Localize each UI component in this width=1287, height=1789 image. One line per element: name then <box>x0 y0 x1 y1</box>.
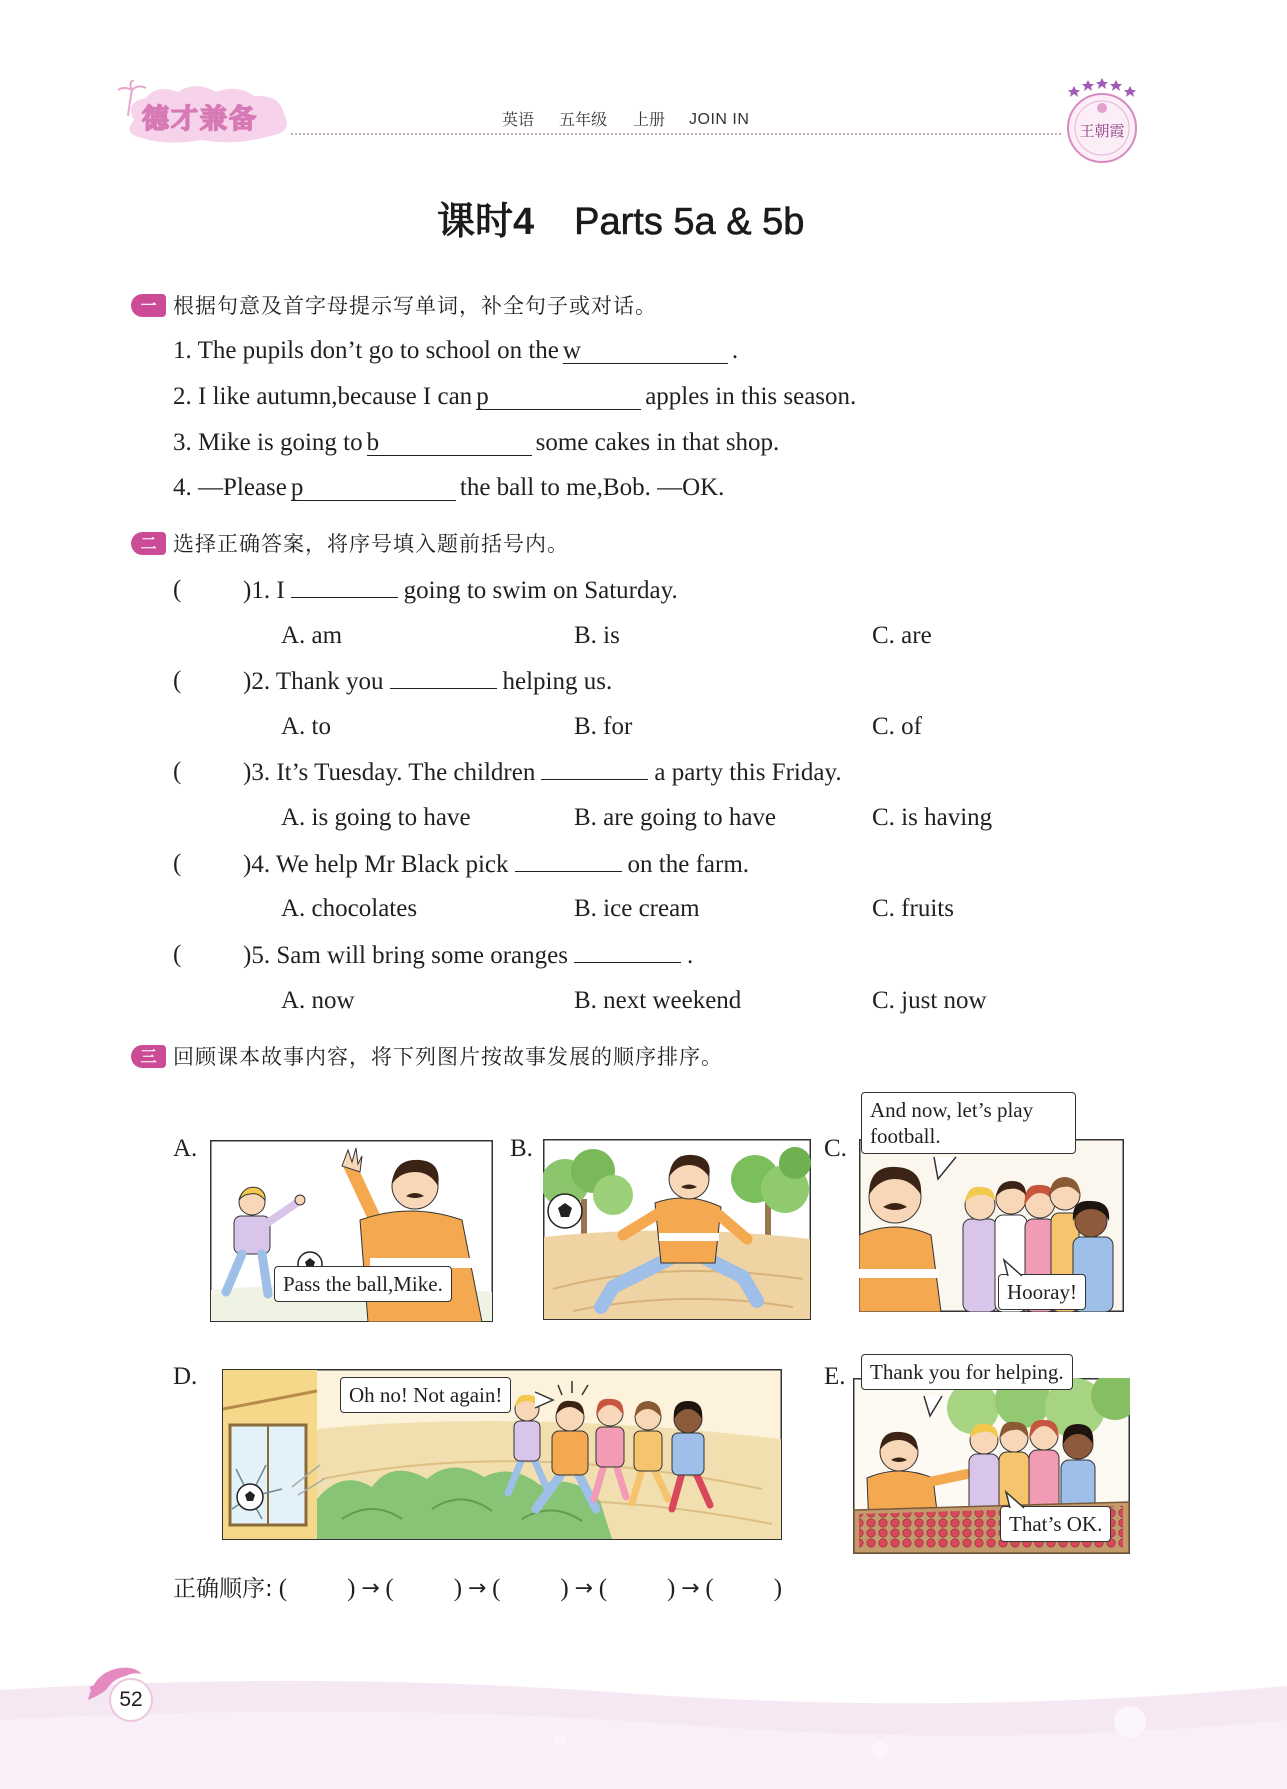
option-a: A. chocolates <box>281 895 418 922</box>
question-number: 5. <box>251 942 271 969</box>
option-c: C. just now <box>872 987 987 1014</box>
order-paren-open: ( <box>492 1575 501 1602</box>
logo-text: 德才兼备 <box>142 104 258 135</box>
answer-paren-close: ) <box>243 759 252 786</box>
question-text-after: helping us. <box>502 668 613 695</box>
order-paren-open: ( <box>598 1575 608 1602</box>
kid-body <box>672 1433 704 1475</box>
publisher-seal <box>1060 76 1144 168</box>
item-text-before: —Please <box>198 474 287 501</box>
kid-body <box>514 1421 540 1461</box>
bubble-tail <box>1006 1492 1028 1508</box>
option-c: C. are <box>872 622 932 649</box>
option-a: A. now <box>281 987 355 1014</box>
header-subject: 英语 <box>502 110 535 129</box>
option-b: B. are going to have <box>574 804 777 831</box>
question <box>243 576 678 605</box>
question-text-after: a party this Friday. <box>654 759 842 786</box>
hint-blank: w <box>563 339 728 364</box>
order-paren-open: ( <box>278 1575 288 1602</box>
order-label: 正确顺序: <box>173 1576 273 1602</box>
section-instruction: 根据句意及首字母提示写单词，补全句子或对话。 <box>173 294 657 318</box>
item-text-after: the ball to me,Bob. —OK. <box>459 474 725 501</box>
option-a: A. to <box>281 713 331 740</box>
answer-paren-open: ( <box>173 850 182 877</box>
footer-bubble <box>554 1734 566 1746</box>
item-text-after: some cakes in that shop. <box>535 429 780 456</box>
hint-blank: p <box>476 385 641 410</box>
order-paren-close: ) <box>560 1575 569 1602</box>
speech-bubble: Thank you for helping. <box>861 1354 1073 1390</box>
lesson-number: 课时4 <box>437 201 535 243</box>
brand-logo <box>116 80 296 146</box>
question-text-after: going to swim on Saturday. <box>403 577 678 604</box>
answer-order-line <box>173 1575 782 1603</box>
page-number: 52 <box>109 1678 153 1722</box>
sweater-stripe <box>659 1233 719 1241</box>
hint-blank: p <box>291 476 456 501</box>
section-instruction: 选择正确答案，将序号填入题前括号内。 <box>173 532 569 556</box>
order-paren-close: ) <box>347 1575 356 1602</box>
answer-blank <box>390 667 497 689</box>
star-icon <box>1096 78 1108 89</box>
item-number: 1. <box>173 337 192 364</box>
item-number: 2. <box>173 383 192 410</box>
arrow-icon: → <box>467 1576 487 1601</box>
star-icon <box>1068 86 1080 97</box>
question-text-before: Thank you <box>275 668 384 695</box>
section-instruction: 回顾课本故事内容，将下列图片按故事发展的顺序排序。 <box>173 1045 723 1069</box>
option-b: B. for <box>574 713 633 740</box>
picture-label-c: C. <box>824 1135 847 1162</box>
tree-trunk <box>581 1199 587 1239</box>
option-a: A. am <box>281 622 343 649</box>
footer-bubble <box>1114 1706 1146 1738</box>
answer-paren-open: ( <box>173 758 182 785</box>
seal-emblem-icon <box>1097 103 1107 113</box>
header-volume: 上册 <box>633 110 666 129</box>
arrow-icon: → <box>574 1576 593 1601</box>
answer-blank <box>291 576 398 598</box>
bubble-tail <box>1004 1260 1026 1276</box>
star-icon <box>1124 86 1136 97</box>
fill-in-item <box>173 383 856 411</box>
answer-paren-close: ) <box>243 668 252 695</box>
bubble-tail <box>535 1390 555 1410</box>
item-number: 4. <box>173 474 192 501</box>
question-number: 1. <box>251 577 271 604</box>
tree <box>779 1147 811 1179</box>
section-badge: 二 <box>131 532 166 555</box>
kid-body <box>963 1219 997 1312</box>
seal-text: 王朝霞 <box>1079 122 1125 140</box>
question-number: 4. <box>251 851 271 878</box>
option-b: B. ice cream <box>574 895 700 922</box>
bubble-tail-shape <box>1004 1260 1022 1276</box>
answer-paren-close: ) <box>243 851 252 878</box>
question-text-before: It’s Tuesday. The children <box>276 759 536 786</box>
item-text-before: Mike is going to <box>198 429 363 456</box>
arrow-icon: → <box>681 1576 700 1601</box>
option-c: C. fruits <box>872 895 954 922</box>
answer-blank <box>574 941 681 963</box>
answer-paren-close: ) <box>243 577 252 604</box>
arrow-icon: → <box>361 1576 380 1601</box>
star-icon <box>1082 80 1094 91</box>
answer-paren-open: ( <box>173 667 182 694</box>
question <box>243 758 842 787</box>
fill-in-item <box>173 429 779 457</box>
footer-band <box>0 1670 1287 1789</box>
question <box>243 941 693 970</box>
item-text-before: The pupils don’t go to school on the <box>197 337 559 364</box>
order-paren-close: ) <box>667 1575 676 1602</box>
answer-paren-open: ( <box>173 576 182 603</box>
man-sweater <box>552 1431 588 1475</box>
question-text-before: Sam will bring some oranges <box>276 942 568 969</box>
man-sweater <box>655 1198 721 1263</box>
option-b: B. next weekend <box>574 987 742 1014</box>
order-paren-open: ( <box>705 1575 714 1602</box>
speech-bubble: Oh no! Not again! <box>340 1377 511 1413</box>
bubble-tail <box>922 1396 946 1418</box>
order-paren-open: ( <box>385 1575 394 1602</box>
question <box>243 667 612 696</box>
picture-label-b: B. <box>510 1135 533 1162</box>
answer-blank <box>515 850 622 872</box>
order-paren-close: ) <box>453 1575 463 1602</box>
option-b: B. is <box>574 622 620 649</box>
bubble-tail-shape <box>934 1157 956 1179</box>
option-a: A. is going to have <box>281 804 471 831</box>
item-text-after: apples in this season. <box>645 383 857 410</box>
sparkle-icon <box>90 1686 94 1690</box>
bubble-tail-shape <box>924 1396 942 1416</box>
order-paren-close: ) <box>773 1575 783 1602</box>
header-grade: 五年级 <box>559 110 608 129</box>
question-text-before: I <box>276 577 285 604</box>
speech-bubble: Hooray! <box>998 1274 1086 1310</box>
bubble-tail-shape <box>1006 1492 1024 1508</box>
section-badge: 三 <box>131 1045 166 1068</box>
option-c: C. is having <box>872 804 993 831</box>
bubble-tail-shape <box>535 1392 553 1408</box>
question-text-after: on the farm. <box>627 851 750 878</box>
tree <box>593 1175 633 1215</box>
kid-body <box>634 1431 662 1471</box>
answer-paren-close: ) <box>243 942 252 969</box>
answer-blank <box>541 758 648 780</box>
header-book: JOIN IN <box>689 111 750 128</box>
question <box>243 850 749 879</box>
star-icon <box>1110 80 1122 91</box>
section-badge: 一 <box>131 294 166 317</box>
answer-paren-open: ( <box>173 941 182 968</box>
hint-blank: b <box>367 431 532 456</box>
item-text-after: . <box>731 337 739 364</box>
option-c: C. of <box>872 713 922 740</box>
page-title <box>437 200 804 244</box>
picture-label-e: E. <box>824 1363 846 1390</box>
header-divider <box>291 133 1061 135</box>
picture-label-d: D. <box>173 1363 198 1390</box>
question-text-before: We help Mr Black pick <box>275 851 509 878</box>
item-number: 3. <box>173 429 192 456</box>
kid-body <box>596 1427 624 1467</box>
story-picture-b <box>543 1139 811 1320</box>
lesson-parts: Parts 5a & 5b <box>574 201 805 243</box>
question-text-after: . <box>686 942 694 969</box>
speech-bubble: That’s OK. <box>1000 1506 1111 1542</box>
bubble-tail <box>932 1157 960 1181</box>
sweater-stripe <box>859 1269 939 1278</box>
question-number: 2. <box>251 668 271 695</box>
speech-bubble: And now, let’s play football. <box>861 1092 1076 1154</box>
footer-bubble <box>871 1741 889 1759</box>
speech-bubble: Pass the ball,Mike. <box>274 1266 452 1302</box>
item-text-before: I like autumn,because I can <box>198 383 473 410</box>
fill-in-item <box>173 474 724 502</box>
picture-label-a: A. <box>173 1135 198 1162</box>
fill-in-item <box>173 337 738 365</box>
boy-hand <box>295 1195 305 1205</box>
question-number: 3. <box>251 759 271 786</box>
